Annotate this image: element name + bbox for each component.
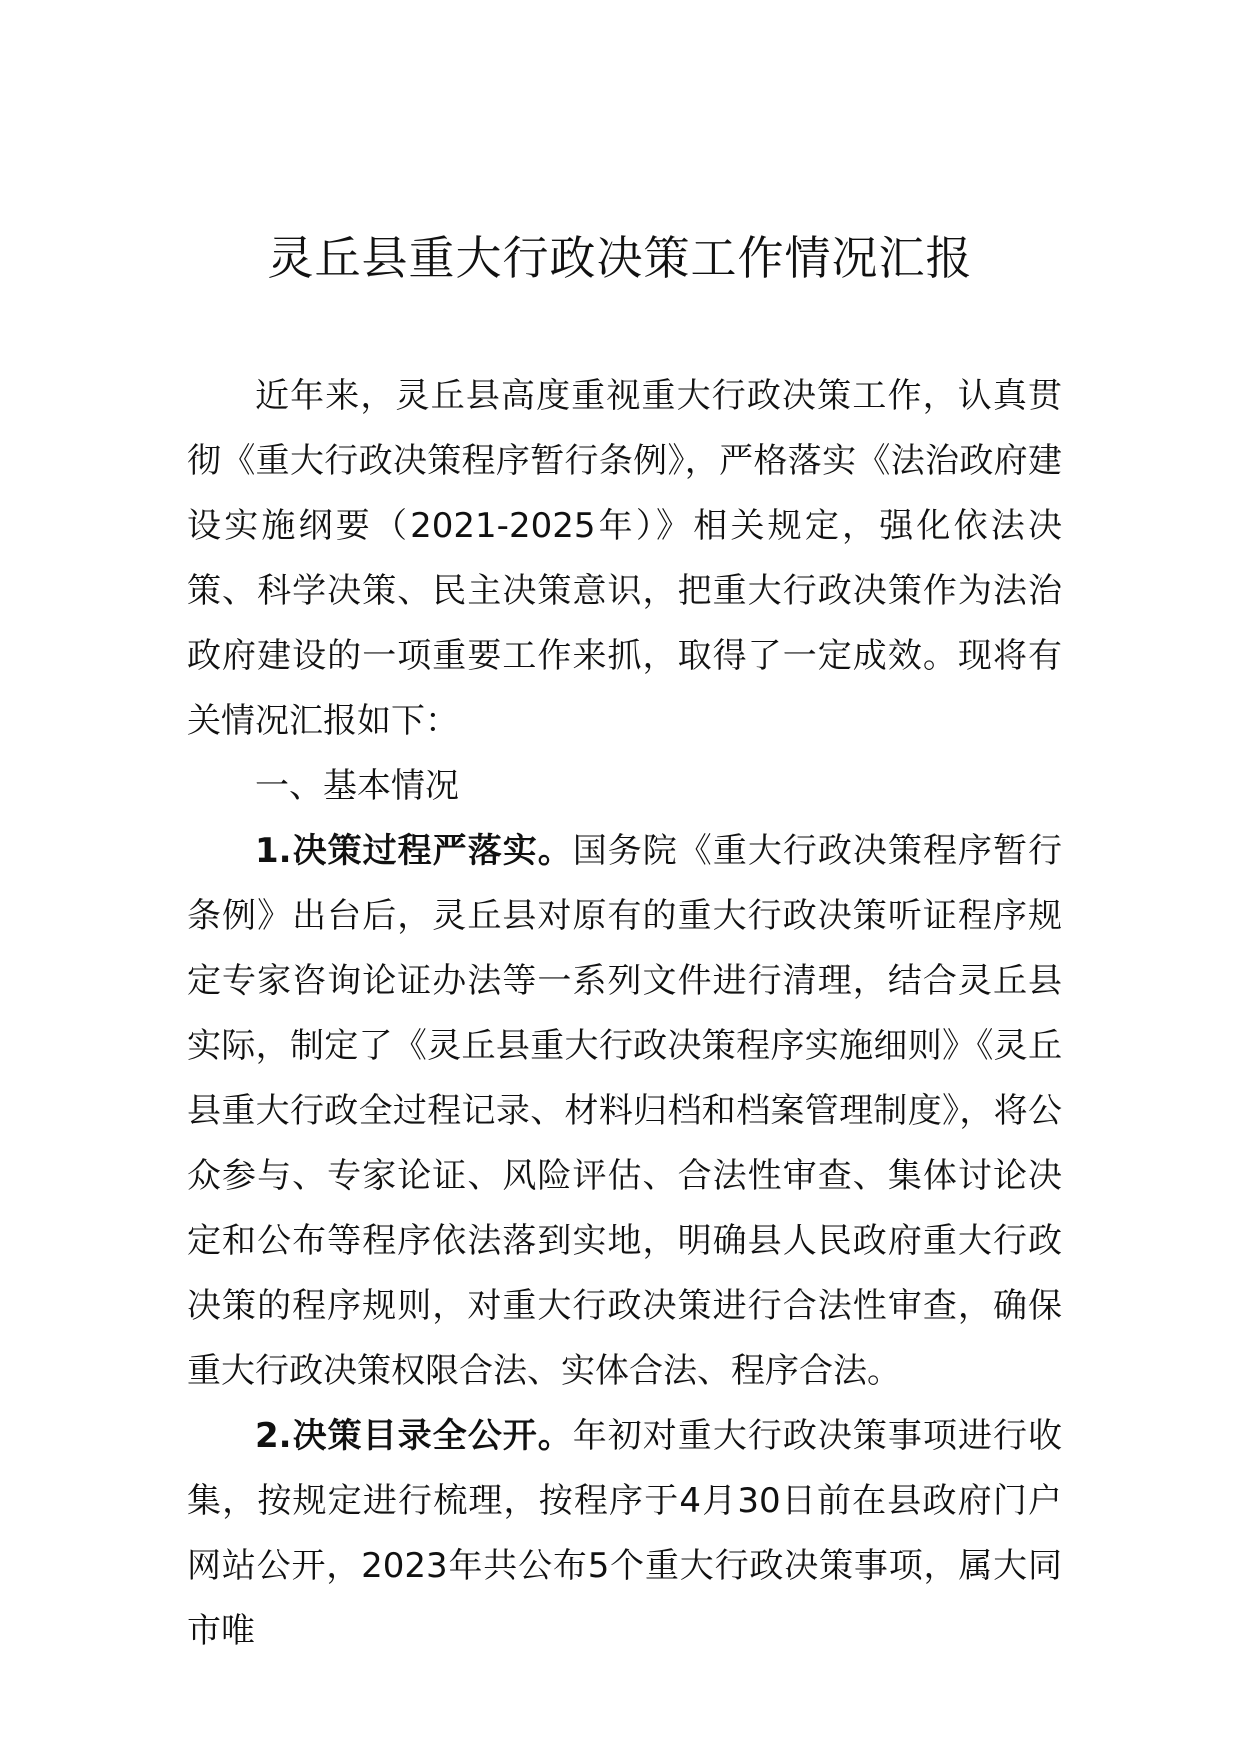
item-2-paragraph bbox=[187, 1404, 1062, 1664]
item-2-body: 年初对重大行政决策事项进行收集，按规定进行梳理，按程序于4月30日前在县政府门户网站公开，2023年共公布5个重大行政决策事项，属大同市唯 bbox=[187, 1416, 1062, 1651]
intro-paragraph: 近年来，灵丘县高度重视重大行政决策工作，认真贯彻《重大行政决策程序暂行条例》，严格落实《法治政府建设实施纲要（2021-2025年）》相关规定，强化依法决策、科学决策、民主决策意识，把重大行政决策作为法治政府建设的一项重要工作来抓，取得了一定成效。现将有关情况汇报如下： bbox=[187, 376, 1062, 741]
document-body bbox=[187, 364, 1062, 1664]
document-title: 灵丘县重大行政决策工作情况汇报 bbox=[267, 231, 973, 285]
item-1-paragraph bbox=[187, 819, 1062, 1404]
section-heading: 一、基本情况 bbox=[255, 766, 459, 806]
item-1-body: 国务院《重大行政决策程序暂行条例》出台后，灵丘县对原有的重大行政决策听证程序规定专家咨询论证办法等一系列文件进行清理，结合灵丘县实际，制定了《灵丘县重大行政决策程序实施细则》《灵丘县重大行政全过程记录、材料归档和档案管理制度》，将公众参与、专家论证、风险评估、合法性审查、集体讨论决定和公布等程序依法落到实地，明确县人民政府重大行政决策的程序规则，对重大行政决策进行合法性审查，确保重大行政决策权限合法、实体合法、程序合法。 bbox=[187, 831, 1062, 1391]
item-1-lead: 1.决策过程严落实。 bbox=[255, 831, 573, 871]
item-2-lead: 2.决策目录全公开。 bbox=[255, 1416, 573, 1456]
